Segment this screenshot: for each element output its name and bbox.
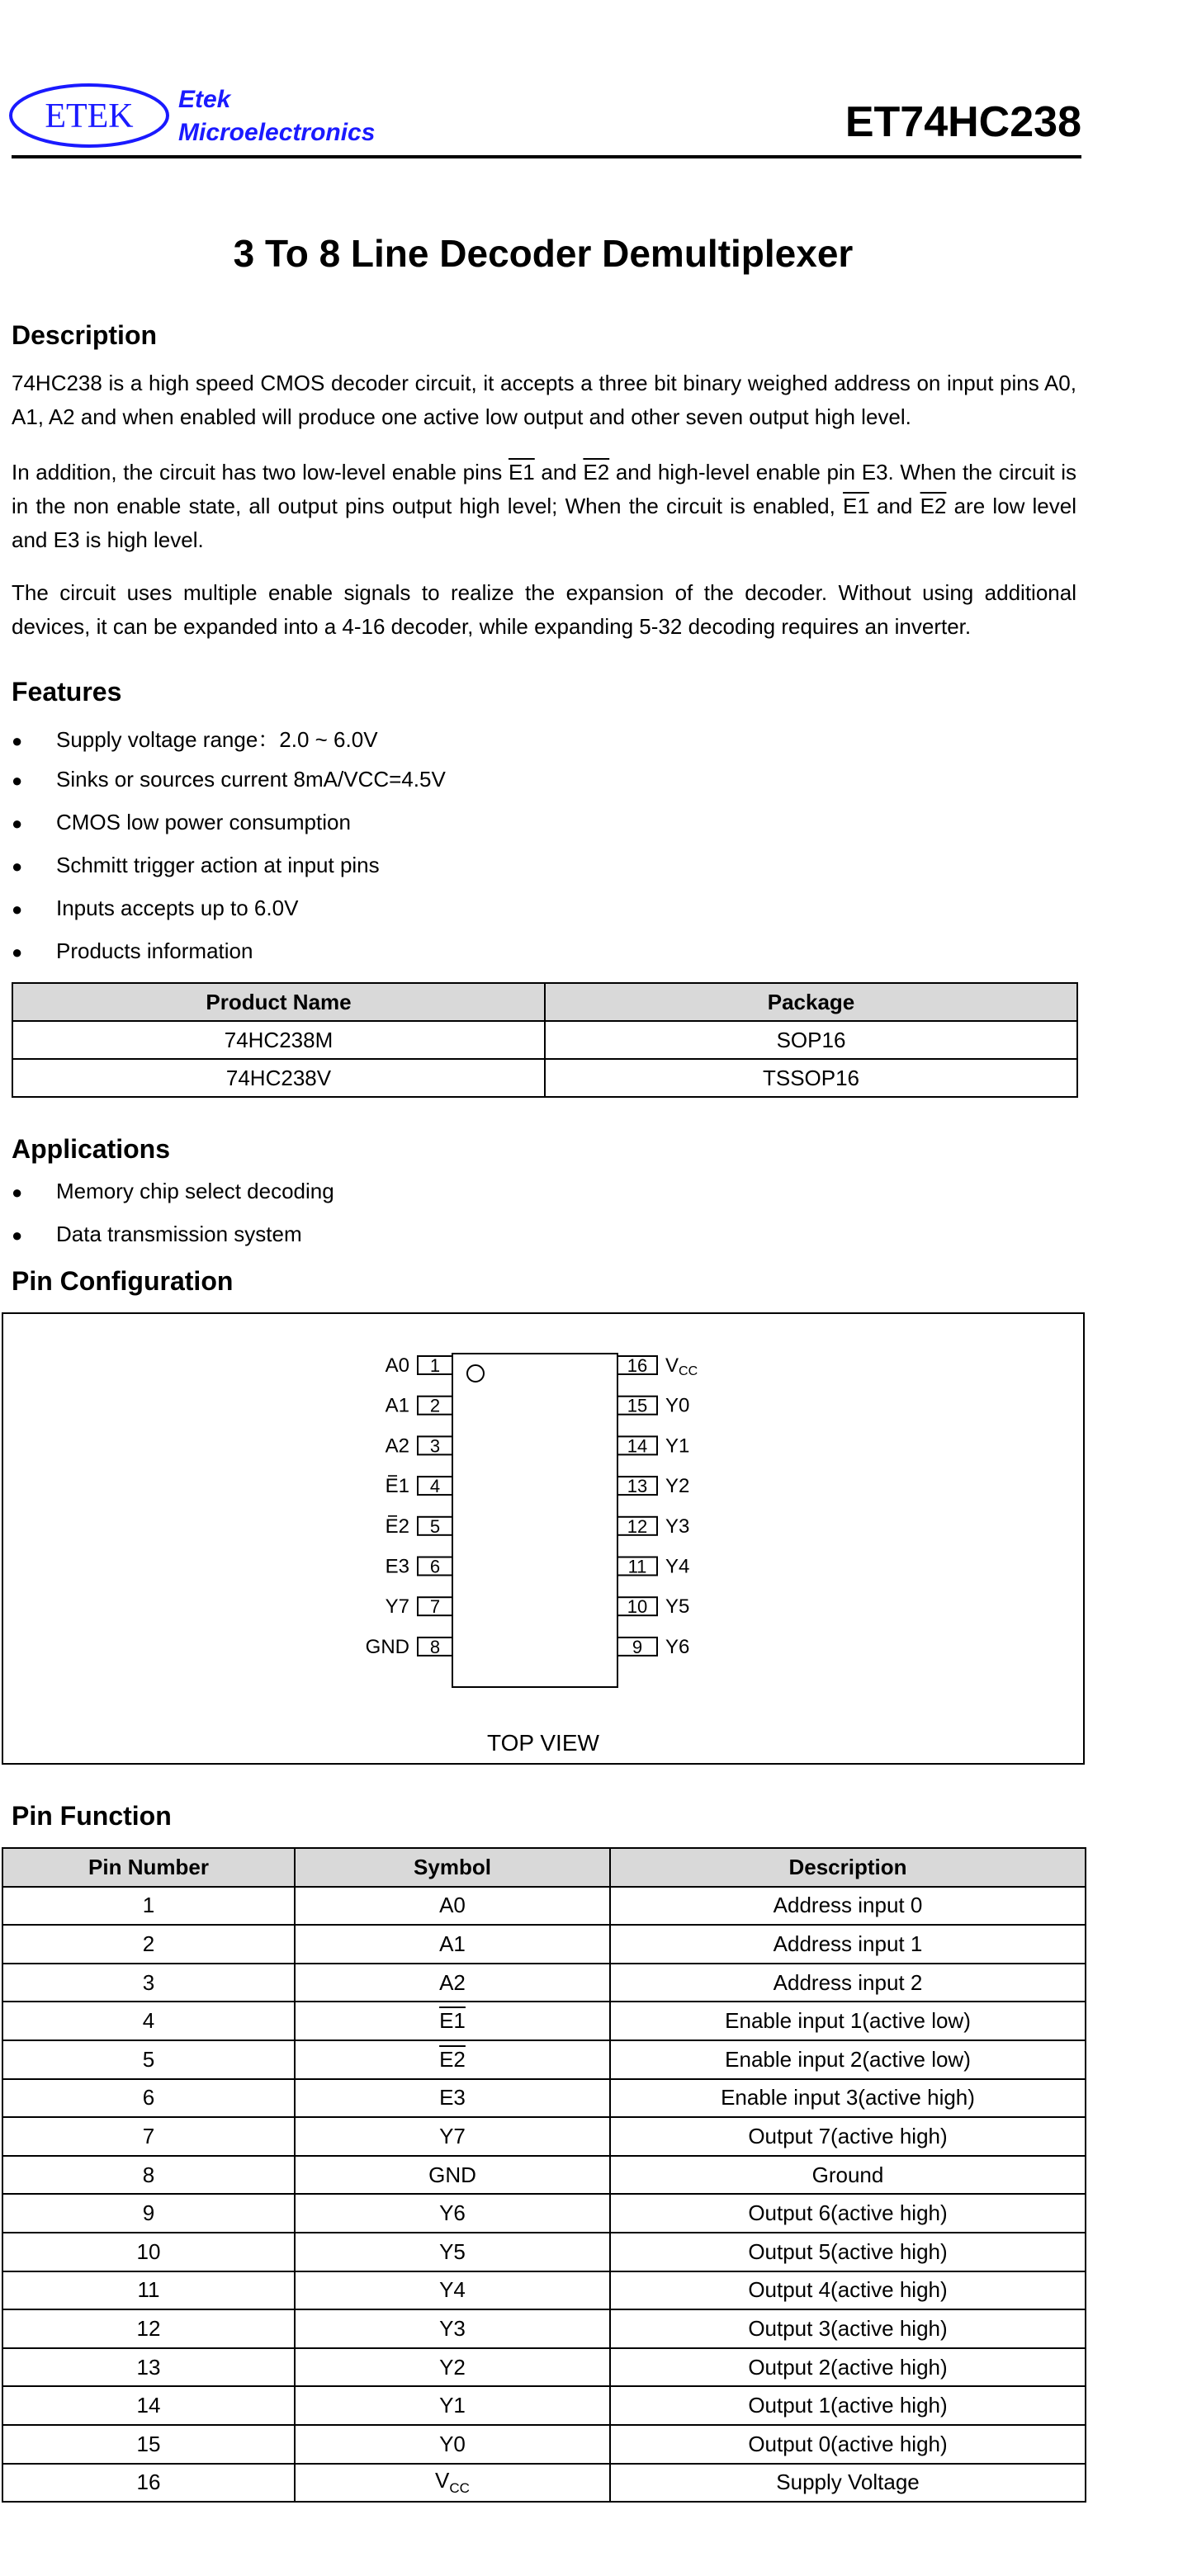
description-cell: Output 1(active high) [610,2386,1086,2425]
table-row [2,2386,1086,2425]
pin-number: 1 [429,1355,441,1376]
description-cell: Supply Voltage [610,2464,1086,2503]
pin-number-cell: 11 [2,2271,295,2310]
product-info-table [12,982,1078,1098]
symbol-cell: GND [295,2156,610,2195]
pin-number: 16 [627,1355,648,1376]
pin-number-cell: 8 [2,2156,295,2195]
description-cell: Output 4(active high) [610,2271,1086,2310]
bullet-icon: ● [12,813,23,834]
pin-right-12 [617,1515,689,1538]
pin-number-cell: 1 [2,1887,295,1926]
pin-number-cell: 13 [2,2348,295,2387]
pin-number: 12 [627,1515,648,1537]
pin-number: 7 [429,1596,441,1618]
table-row [2,2117,1086,2156]
features-heading: Features [12,677,122,707]
symbol-cell: $V_{CC}$ [295,2464,610,2503]
table-row [2,1964,1086,2002]
pin-number-cell: 10 [2,2233,295,2271]
description-paragraph-3: The circuit uses multiple enable signals to realize the expansion of the decoder. Without using additional devices, it can be expanded into a 4-16 decoder, while expanding 5-32 decoding requires an inverter. [12,580,1076,639]
symbol-cell: Y2 [295,2348,610,2387]
application-item: ● Memory chip select decoding [12,1179,334,1203]
pin-number-cell: 12 [2,2309,295,2348]
pin-left-1 [386,1354,452,1377]
description-cell: Output 0(active high) [610,2425,1086,2464]
pin-number-cell: 6 [2,2079,295,2118]
pin-number: 4 [429,1476,441,1497]
pin-label: Y5 [665,1595,690,1619]
ic-body [452,1354,617,1687]
pin-number: 2 [429,1395,441,1416]
pin-number: 9 [632,1636,643,1657]
table-row [2,2348,1086,2387]
table-row [12,1059,1077,1097]
description-paragraph-2: In addition, the circuit has two low-level enable pins E1 and E2 and high-level enable pin E3. When the circuit is in the non enable state, all output pins output high level; When the circuit is enabled, E1 and E2 are low level and E3 is high level. [12,460,1077,552]
table-row [2,2002,1086,2040]
symbol-cell: E3 [295,2079,610,2118]
part-number: ET74HC238 [845,98,1081,146]
page-title: 3 To 8 Line Decoder Demultiplexer [233,232,854,275]
pin-label: E2 [385,1515,409,1538]
bullet-icon: ● [12,899,23,919]
description-cell: Ground [610,2156,1086,2195]
pin-number: 6 [429,1556,441,1577]
description-cell: Address input 0 [610,1887,1086,1926]
pin-label: E3 [385,1555,409,1578]
product-name-cell: 74HC238V [12,1059,545,1097]
feature-item: ● CMOS low power consumption [12,810,351,834]
pin-left-6 [386,1556,452,1578]
table-header-row [2,1848,1086,1887]
symbol-cell: Y1 [295,2386,610,2425]
pin-label: Y3 [665,1515,690,1538]
pin-function-heading: Pin Function [12,1801,172,1831]
logo-text: ETEK [45,97,134,135]
pin-number: 5 [429,1515,441,1537]
table-row [2,2194,1086,2233]
pin-right-9 [617,1636,689,1658]
pin-number: 10 [627,1596,648,1618]
description-cell: Address input 2 [610,1964,1086,2002]
package-cell: TSSOP16 [545,1059,1077,1097]
table-header-row [12,983,1077,1021]
feature-item: ● Sinks or sources current 8mA/VCC=4.5V [12,767,446,792]
column-header: Pin Number [2,1848,295,1887]
description-cell: Output 7(active high) [610,2117,1086,2156]
bullet-icon: ● [12,770,23,791]
pin-number: 13 [627,1476,648,1497]
pinout-diagram [330,1337,743,1700]
feature-item: ● Schmitt trigger action at input pins [12,853,380,877]
pin-left-5 [386,1515,452,1538]
pin-right-15 [617,1395,689,1417]
description-cell: Output 3(active high) [610,2309,1086,2348]
table-row [2,2156,1086,2195]
applications-heading: Applications [12,1134,171,1164]
pin-left-2 [386,1395,452,1417]
pin-number-cell: 9 [2,2194,295,2233]
feature-item: ● Products information [12,938,253,963]
description-paragraph-1: 74HC238 is a high speed CMOS decoder circuit, it accepts a three bit binary weighed address on input pins A0, A1, A2 and when enabled will produce one active low output and other seven output high level. [12,371,1076,429]
pin-left-8 [366,1636,452,1658]
symbol-cell: A2 [295,1964,610,2002]
table-row [2,2464,1086,2503]
pin-label: E1 [385,1475,409,1498]
pin-right-14 [617,1435,689,1457]
pin-number-cell: 7 [2,2117,295,2156]
bullet-icon: ● [12,856,23,877]
table-row [2,2233,1086,2271]
pin-label: A0 [385,1354,409,1377]
table-row [2,2079,1086,2118]
bullet-icon: ● [12,1225,23,1245]
pin-number: 15 [627,1395,648,1416]
pin-label: Y1 [665,1435,690,1458]
symbol-cell: Y0 [295,2425,610,2464]
bullet-icon: ● [12,942,23,962]
column-header: Description [610,1848,1086,1887]
package-cell: SOP16 [545,1021,1077,1059]
symbol-cell: E2 [295,2040,610,2079]
pin-label: GND [365,1635,409,1658]
pin-function-table [2,1847,1086,2503]
application-item: ● Data transmission system [12,1222,302,1246]
symbol-cell: A1 [295,1925,610,1964]
pin-label: Y0 [665,1394,690,1417]
symbol-cell: Y5 [295,2233,610,2271]
symbol-cell: Y4 [295,2271,610,2310]
description-cell: Output 6(active high) [610,2194,1086,2233]
pin-configuration-heading: Pin Configuration [12,1266,234,1296]
bullet-icon: ● [12,730,23,751]
table-row [2,2271,1086,2310]
description-cell: Enable input 1(active low) [610,2002,1086,2040]
symbol-cell: A0 [295,1887,610,1926]
company-name-line2: Microelectronics [178,119,376,146]
table-row [2,2040,1086,2079]
description-cell: Enable input 2(active low) [610,2040,1086,2079]
pin-left-3 [386,1435,452,1457]
pin-label: A1 [385,1394,409,1417]
pin-number-cell: 5 [2,2040,295,2079]
pin-label: Y2 [665,1475,690,1498]
description-cell: Enable input 3(active high) [610,2079,1086,2118]
pin-number-cell: 16 [2,2464,295,2503]
pin-right-11 [617,1556,689,1578]
column-header: Product Name [12,983,545,1021]
pin-number-cell: 4 [2,2002,295,2040]
header-divider [12,155,1081,158]
description-heading: Description [12,320,158,350]
symbol-cell: Y7 [295,2117,610,2156]
description-cell: Output 5(active high) [610,2233,1086,2271]
pin-label: Y6 [665,1635,690,1658]
pin-left-4 [386,1475,452,1497]
symbol-cell: Y3 [295,2309,610,2348]
column-header: Package [545,983,1077,1021]
description-cell: Address input 1 [610,1925,1086,1964]
pin-number-cell: 14 [2,2386,295,2425]
table-row [2,2425,1086,2464]
column-header: Symbol [295,1848,610,1887]
pin-label: A2 [385,1435,409,1458]
pin-number-cell: 3 [2,1964,295,2002]
pin-right-13 [617,1475,689,1497]
pin-number: 3 [429,1435,441,1457]
pin-right-10 [617,1595,689,1618]
pin-number: 11 [627,1556,647,1577]
symbol-cell: Y6 [295,2194,610,2233]
description-cell: Output 2(active high) [610,2348,1086,2387]
bullet-icon: ● [12,1182,23,1203]
table-row [2,1925,1086,1964]
pin-number-cell: 2 [2,1925,295,1964]
table-row [12,1021,1077,1059]
pin-number: 14 [627,1435,648,1457]
feature-item: ● Inputs accepts up to 6.0V [12,896,299,920]
company-name-line1: Etek [178,86,231,113]
pin-left-7 [386,1595,452,1618]
pin-number-cell: 15 [2,2425,295,2464]
table-row [2,2309,1086,2348]
etek-logo [8,83,170,149]
pin-label: Y4 [665,1555,690,1578]
feature-item: ● Supply voltage range：2.0 ~ 6.0V [12,727,378,752]
pin-label: VCC [665,1354,698,1378]
top-view-label: TOP VIEW [487,1730,599,1756]
pin-number: 8 [429,1636,441,1657]
table-row [2,1887,1086,1926]
symbol-cell: E1 [295,2002,610,2040]
pin-label: Y7 [385,1595,409,1619]
pin-right-16 [617,1354,698,1378]
product-name-cell: 74HC238M [12,1021,545,1059]
